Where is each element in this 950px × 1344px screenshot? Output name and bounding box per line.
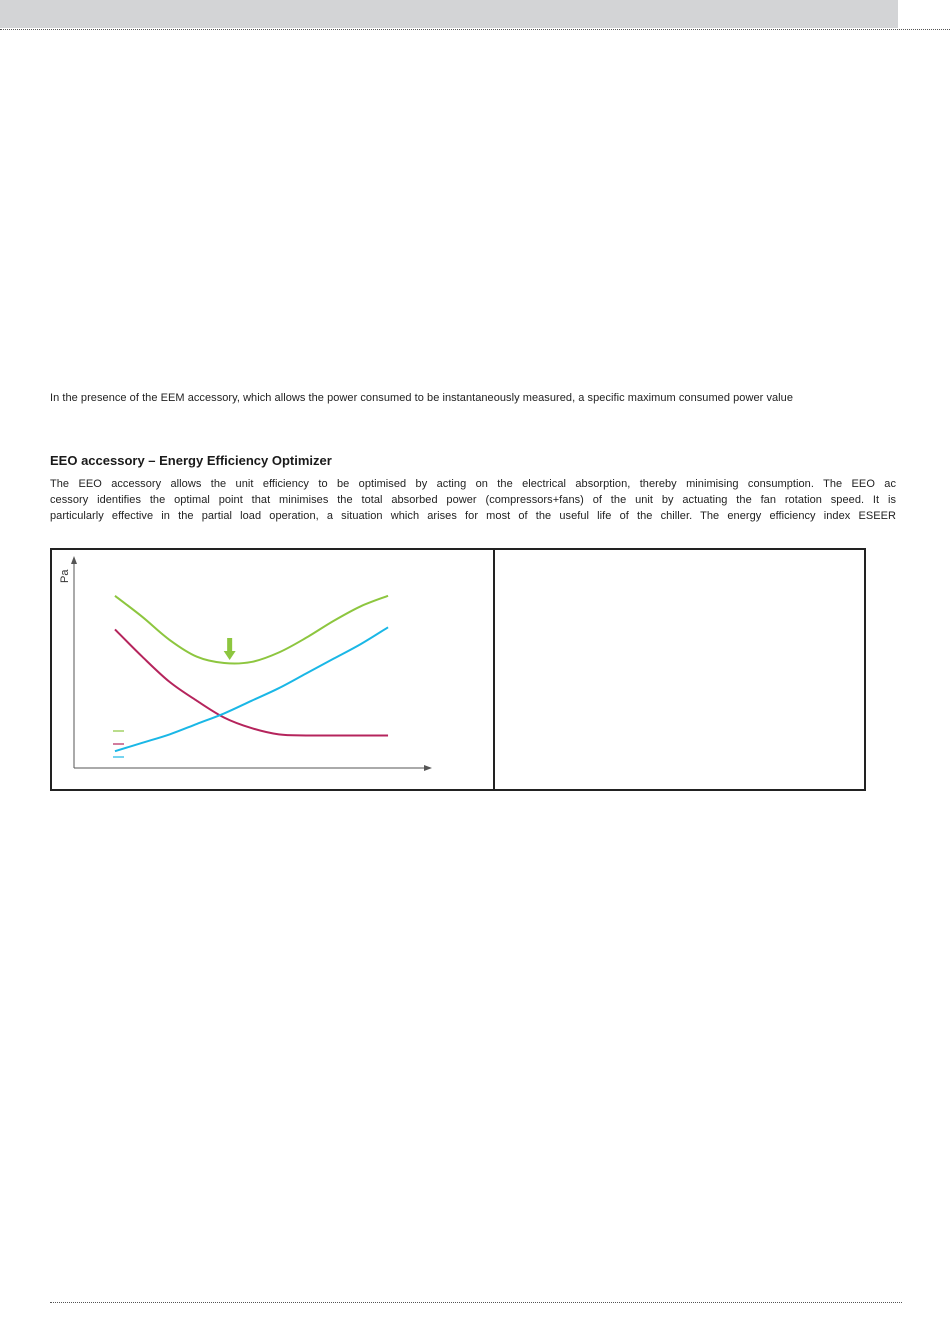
header-band [0,0,898,28]
eeo-figure-box [50,548,866,791]
optimum-marker-shaft [227,638,232,652]
eeo-paragraph-line: The EEO accessory allows the unit efficiency to be optimised by acting on the electrical absorption, thereby minimising consumption. The EEO ac [50,478,896,490]
series-line-total [115,596,388,664]
figure-divider [493,550,495,789]
eeo-heading: EEO accessory – Energy Efficiency Optimizer [50,453,332,468]
series-line-fans [115,627,388,751]
eem-paragraph: In the presence of the EEM accessory, which allows the power consumed to be instantaneously measured, a specific maximum consumed power value [50,392,793,404]
header-dotted-rule [0,29,950,30]
eeo-paragraph-line: cessory identifies the optimal point that minimises the total absorbed power (compressors+fans) of the unit by actuating the fan rotation speed. It is [50,494,896,506]
y-axis-label: Pa [59,569,71,583]
eeo-power-chart [52,550,492,789]
x-axis-arrow [424,765,432,771]
eeo-paragraph-line: particularly effective in the partial load operation, a situation which arises for most of the useful life of the chiller. The energy efficiency index ESEER [50,510,896,522]
series-line-compressors [115,629,388,735]
y-axis-arrow [71,556,77,564]
footer-dotted-rule [50,1302,902,1303]
optimum-marker-head [224,651,236,660]
eeo-paragraph [50,476,896,524]
